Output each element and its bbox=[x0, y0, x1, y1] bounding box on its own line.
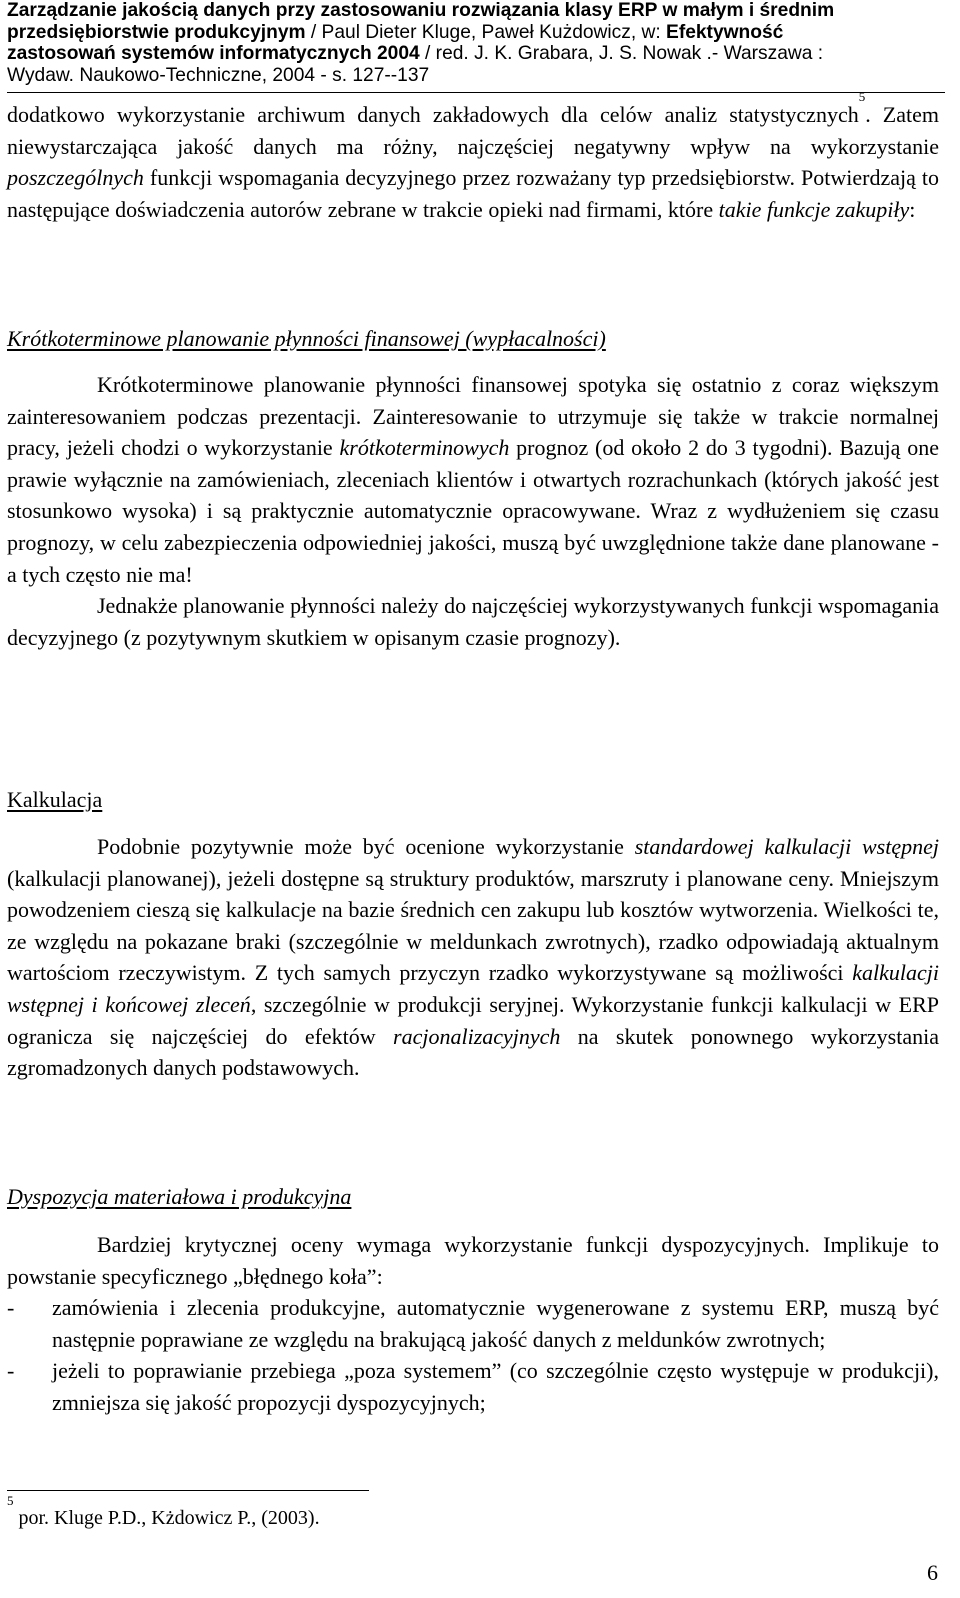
page-number: 6 bbox=[927, 1560, 938, 1585]
paragraph: Jednakże planowanie płynności należy do najczęściej wykorzystywanych funkcji wspomagania decyzyjnego (z pozytywnym skutkiem w opisanym czasie prognozy). bbox=[7, 593, 939, 650]
header-book-title-a: Efektywność bbox=[666, 21, 784, 43]
footnote-separator bbox=[7, 1490, 369, 1491]
list-item: - jeżeli to poprawianie przebiega „poza systemem” (co szczególnie często występuje w produkcji), zmniejsza się jakość propozycji dyspozycyjnych; bbox=[7, 1355, 939, 1418]
paragraph: Krótkoterminowe planowanie płynności finansowej spotyka się ostatnio z coraz większym zainteresowaniem podczas prezentacji. Zainteresowanie to utrzymuje się także w trakcie normalnej pracy, jeżeli chodzi o wykorzystanie krótkoterminowych prognoz (od około 2 do 3 tygodni). Bazują one prawie wyłącznie na zamówieniach, zleceniach klientów i otwartych rozrachunkach (których jakość jest stosunkowo wysoka) i są praktycznie automatycznie opracowywane. Wraz z wydłużeniem się czasu prognozy, w celu zabezpieczenia odpowiedniej jakości, muszą być uwzględnione także dane planowane - a tych często nie ma! bbox=[7, 372, 939, 587]
header-divider bbox=[7, 92, 945, 93]
section-costing-body: Podobnie pozytywnie może być ocenione wykorzystanie standardowej kalkulacji wstępnej (kalkulacji planowanej), jeżeli dostępne są struktury produktów, marszruty i planowane ceny. Mniejszym powodzeniem cieszą się kalkulacje na bazie średnich cen zakupu lub kosztów wytworzenia. Wielkości te, ze względu na pokazane braki (szczególnie w meldunkach zwrotnych), rzadko odpowiadają aktualnym wartościom rzeczywistym. Z tych samych przyczyn rzadko wykorzystywane są możliwości kalkulacji wstępnej i końcowej zleceń, szczególnie w produkcji seryjnej. Wykorzystanie funkcji kalkulacji w ERP ogranicza się najczęściej do efektów racjonalizacyjnych na skutek ponownego wykorzystania zgromadzonych danych podstawowych. bbox=[7, 834, 939, 1081]
header-publisher: Wydaw. Naukowo-Techniczne, 2004 - s. 127--137 bbox=[7, 64, 430, 86]
section-heading-liquidity: Krótkoterminowe planowanie płynności finansowej (wypłacalności) bbox=[7, 326, 606, 351]
section-heading-costing: Kalkulacja bbox=[7, 787, 103, 812]
dash-bullet: - bbox=[7, 1358, 15, 1384]
footnote-number: 5 bbox=[7, 1493, 14, 1508]
header-authors: / Paul Dieter Kluge, Paweł Kużdowicz, w: bbox=[305, 21, 667, 43]
list-item: - zamówienia i zlecenia produkcyjne, automatycznie wygenerowane z systemu ERP, muszą być następnie poprawiane ze względu na brakującą jakość danych z meldunków zwrotnych; bbox=[7, 1292, 939, 1355]
bibliographic-header bbox=[7, 0, 947, 86]
footnote-ref: 5 bbox=[858, 89, 866, 104]
footnote-text: por. Kluge P.D., Kżdowicz P., (2003). bbox=[13, 1507, 320, 1529]
header-title-line1: Zarządzanie jakością danych przy zastosowaniu rozwiązania klasy ERP w małym i średnim bbox=[7, 0, 835, 21]
header-editors: / red. J. K. Grabara, J. S. Nowak .- Warszawa : bbox=[419, 43, 824, 65]
bullet-list bbox=[7, 1292, 939, 1418]
header-book-title-b: zastosowań systemów informatycznych 2004 bbox=[7, 43, 420, 65]
footnote bbox=[7, 1493, 320, 1531]
section-heading-disposition: Dyspozycja materiałowa i produkcyjna bbox=[7, 1184, 352, 1209]
paragraph-intro: dodatkowo wykorzystanie archiwum danych zakładowych dla celów analiz statystycznych$^5$. Zatem niewystarczająca jakość danych ma różny, najczęściej negatywny wpływ na wykorzystanie poszczególnych funkcji wspomagania decyzyjnego przez rozważany typ przedsiębiorstw. Potwierdzają to następujące doświadczenia autorów zebrane w trakcie opieki nad firmami, które takie funkcje zakupiły: bbox=[7, 89, 939, 222]
dash-bullet: - bbox=[7, 1295, 15, 1320]
header-title-line2: przedsiębiorstwie produkcyjnym bbox=[7, 21, 306, 43]
section-disposition-body: Bardziej krytycznej oceny wymaga wykorzystanie funkcji dyspozycyjnych. Implikuje to powstanie specyficznego „błędnego koła”: bbox=[7, 1232, 939, 1289]
section-liquidity-body bbox=[7, 369, 939, 653]
